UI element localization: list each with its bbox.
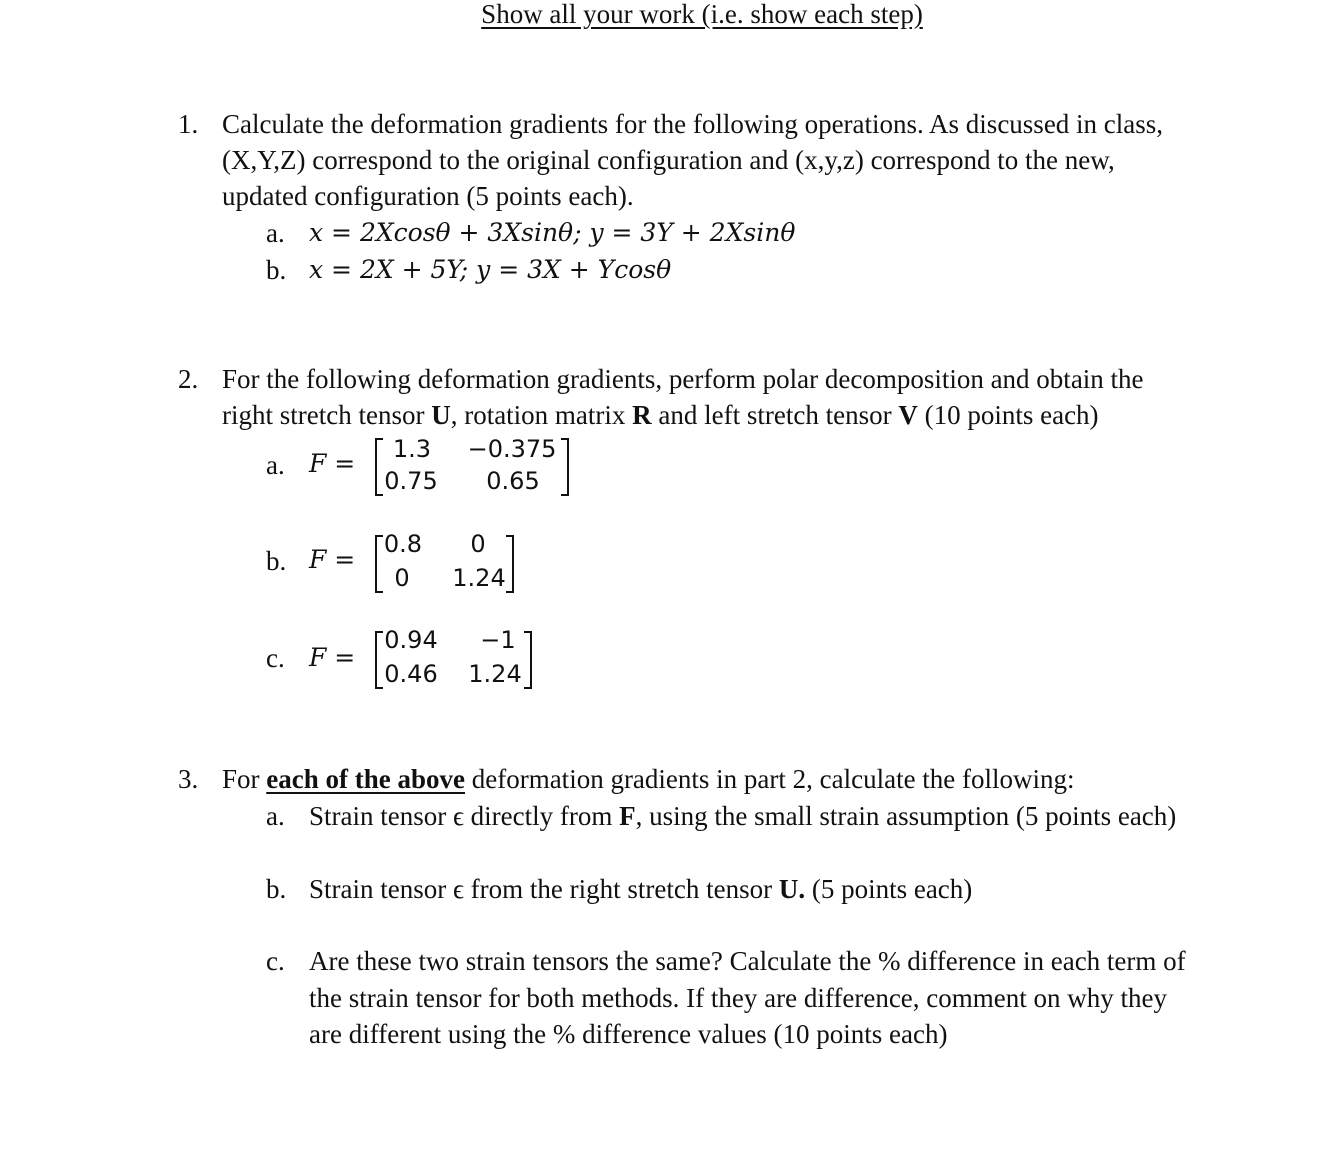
q3b-text-part: (5 points each) — [805, 874, 973, 904]
right-bracket — [561, 438, 569, 496]
q3-line-1-text: For — [222, 764, 267, 794]
q3-number: 3. — [178, 764, 199, 794]
q2c-f-label: F = — [309, 643, 356, 672]
q2-term-r: R — [632, 400, 652, 430]
q2-number: 2. — [178, 364, 199, 394]
q3c-line-1: Are these two strain tensors the same? Calculate the % difference in each term of — [309, 946, 1186, 976]
q3b-text-part: Strain tensor ϵ from the right stretch tensor — [309, 874, 779, 904]
q3a-label: a. — [266, 801, 285, 831]
q1b-equation: x = 2X + 5Y; y = 3X + Ycosθ — [309, 255, 672, 284]
matrix-cell: 0 — [394, 564, 410, 592]
q2-line-1: For the following deformation gradients, perform polar decomposition and obtain the — [222, 364, 1144, 394]
q2-term-v: V — [898, 400, 918, 430]
q1a-label: a. — [266, 218, 285, 248]
matrix-cell: 1.3 — [392, 435, 432, 463]
page-title: Show all your work (i.e. show each step) — [481, 0, 923, 29]
q2-line-2-text: , rotation matrix — [450, 400, 633, 430]
q2-line-2-text: right stretch tensor — [222, 400, 432, 430]
q3-line-1 — [222, 761, 1075, 797]
q3a-text — [309, 798, 1176, 834]
matrix-cell: −1 — [480, 626, 516, 654]
matrix-cell: 1.24 — [468, 660, 522, 688]
q3a-text-part: , using the small strain assumption (5 points each) — [635, 801, 1177, 831]
matrix-cell: 0.75 — [384, 467, 438, 495]
q1-line-1: Calculate the deformation gradients for the following operations. As discussed in class, — [222, 109, 1164, 139]
q3-line-1-text: deformation gradients in part 2, calculate the following: — [464, 764, 1075, 794]
q2-line-2-text: (10 points each) — [917, 400, 1099, 430]
q2-line-2 — [222, 397, 1099, 433]
q3a-text-part: Strain tensor ϵ directly from — [309, 801, 620, 831]
matrix-cell: 0 — [470, 530, 486, 558]
q1-number: 1. — [178, 109, 199, 139]
matrix-cell: 0.46 — [384, 660, 438, 688]
matrix-cell: 0.8 — [383, 530, 423, 558]
q3c-line-2: the strain tensor for both methods. If they are difference, comment on why they — [309, 983, 1167, 1013]
q3c-label: c. — [266, 946, 285, 976]
matrix-cell: 0.65 — [486, 467, 540, 495]
q2-term-u: U — [431, 400, 451, 430]
q2b-f-label: F = — [309, 545, 356, 574]
q3b-label: b. — [266, 874, 287, 904]
q1b-label: b. — [266, 255, 287, 285]
q3b-term-u: U. — [778, 874, 806, 904]
q1-line-3: updated configuration (5 points each). — [222, 181, 634, 211]
q1-line-2: (X,Y,Z) correspond to the original configuration and (x,y,z) correspond to the new, — [222, 145, 1115, 175]
q3a-term-f: F — [619, 801, 636, 831]
q3-emphasis: each of the above — [266, 764, 465, 794]
right-bracket — [506, 535, 514, 593]
q2a-f-label: F = — [309, 449, 356, 478]
q2-line-2-text: and left stretch tensor — [651, 400, 899, 430]
right-bracket — [524, 631, 532, 689]
q2a-label: a. — [266, 450, 285, 480]
matrix-cell: 0.94 — [384, 626, 438, 654]
q2b-label: b. — [266, 546, 287, 576]
q3c-line-3: are different using the % difference values (10 points each) — [309, 1019, 948, 1049]
q1a-equation: x = 2Xcosθ + 3Xsinθ; y = 3Y + 2Xsinθ — [309, 218, 796, 247]
matrix-cell: 1.24 — [452, 564, 506, 592]
matrix-cell: −0.375 — [467, 435, 557, 463]
q2c-label: c. — [266, 643, 285, 673]
q3b-text — [309, 871, 972, 907]
